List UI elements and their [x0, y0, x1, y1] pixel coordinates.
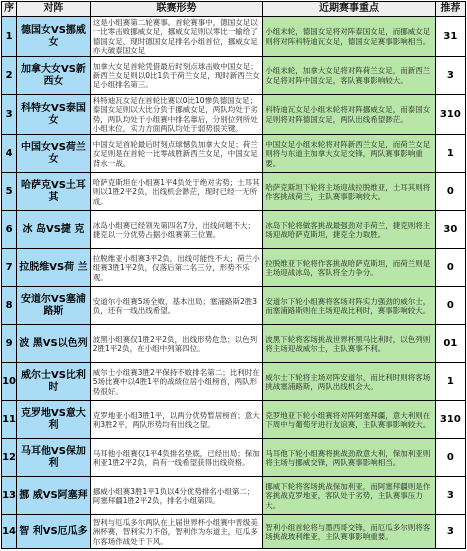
- match-name: 克罗地VS意大利: [17, 401, 91, 439]
- recent-focus: 威尔士下轮将主场对阵安道尔，而比利时则将客场挑战塞浦路斯，两队出线机会大。: [263, 363, 435, 401]
- recent-focus: 智利小组首轮将与墨西哥交锋，而厄瓜多尔则将客场挑战玻利维亚，主队赛事影响重要。: [263, 515, 435, 549]
- recent-focus: 小组末轮，加拿大女足将对阵荷兰女足，而新西兰女足将对阵中国女足，客队赛事影响较大。: [263, 57, 435, 95]
- row-number: 10: [2, 363, 17, 401]
- row-number: 14: [2, 515, 17, 549]
- match-name: 中国女VS荷兰女: [17, 135, 91, 173]
- recommendation: 3: [435, 477, 465, 515]
- recent-focus: 克罗地亚下轮小组赛将对阵阿塞拜疆，意大利则在下周中与葡萄牙进行友谊赛，主队赛事影响较大。: [263, 401, 435, 439]
- table-row: [2, 57, 466, 95]
- table-row: [2, 173, 466, 211]
- row-number: 2: [2, 57, 17, 95]
- league-form: 加拿大女足首轮凭借最后时刻点球击败中国女足；新西兰女足则以0比1负于荷兰女足，现时新西兰女足小组排名第三。: [90, 57, 262, 95]
- match-name: 加拿大女VS新西女: [17, 57, 91, 95]
- match-name: 智 利VS厄瓜多: [17, 515, 91, 549]
- league-form: 智利与厄瓜多尔两队在上届世界杯小组赛中晋级美洲杯赛，智利实力不俗，智利作为东道主，厄瓜多尔客场作战处于下风。: [90, 515, 262, 549]
- table-row: [2, 325, 466, 363]
- recommendation: 3: [435, 515, 465, 549]
- recommendation: 0: [435, 249, 465, 287]
- recommendation: 0: [435, 173, 465, 211]
- recent-focus: 安道尔下轮小组赛将客场对阵实力强劲的威尔士，而塞浦路斯则在主场迎战比利时，赛事影响较大。: [263, 287, 435, 325]
- league-form: 克罗地亚小组3胜1平，以两分优势暂居榜首；意大利3胜2平，两队形势均有出线之望。: [90, 401, 262, 439]
- match-name: 挪 威VS阿塞拜: [17, 477, 91, 515]
- table-row: [2, 477, 466, 515]
- match-name: 拉脱维VS荷 兰: [17, 249, 91, 287]
- table-row: [2, 211, 466, 249]
- league-form: 拉脱维亚小组赛3平2负，出线可能性不大；荷兰小组赛3胜1平2负，仅落后第二名三分，形势不乐观。: [90, 249, 262, 287]
- table-row: [2, 363, 466, 401]
- match-name: 马耳他VS保加利: [17, 439, 91, 477]
- match-name: 威尔士VS比利时: [17, 363, 91, 401]
- recommendation: 0: [435, 439, 465, 477]
- recent-focus: 哈萨克斯坦下轮将主场迎战拉脱维亚，土耳其则将作客挑战荷兰，主队赛事影响较大。: [263, 173, 435, 211]
- league-form: 挪威小组赛3胜1平1负以4分优势排名小组第二；阿塞拜疆1胜2平2负，排名小组第四。: [90, 477, 262, 515]
- recent-focus: 冰岛下轮将做客挑战最强劲对手荷兰，捷克则将主场迎战哈萨克斯坦，捷克全力取胜。: [263, 211, 435, 249]
- league-form: 马耳他小组赛仅1平4负排名垫底，已经出局；保加利亚1胜2平2负，尚有一线希望获得出线资格。: [90, 439, 262, 477]
- table-row: [2, 135, 466, 173]
- header-match: 对阵: [17, 2, 91, 17]
- recommendation-table: [1, 1, 466, 549]
- row-number: 5: [2, 173, 17, 211]
- table-row: [2, 249, 466, 287]
- recommendation: 3: [435, 57, 465, 95]
- match-name: 冰 岛VS捷 克: [17, 211, 91, 249]
- header-focus: 近期赛事重点: [263, 2, 435, 17]
- table-row: [2, 17, 466, 57]
- row-number: 13: [2, 477, 17, 515]
- league-form: 威尔士小组赛3胜2平保持不败排名第二；比利时在5场比赛中以4胜1平的战绩位居小组榜首，两队形势很好。: [90, 363, 262, 401]
- match-name: 哈萨克VS土耳其: [17, 173, 91, 211]
- recent-focus: 挪威下轮将客场挑战保加利亚，而阿塞拜疆则是作客挑战克罗地亚，客队处于劣势，主队赛事压力大。: [263, 477, 435, 515]
- recommendation: 310: [435, 401, 465, 439]
- league-form: 这是小组赛第二轮赛事。首轮赛事中，德国女足以一比零击败挪威女足，挪威女足则以零比一输给了德国女足，现时德国女足排名小组首位，挪威女足亦大破泰国女足: [90, 17, 262, 57]
- table-row: [2, 95, 466, 135]
- table-row: [2, 439, 466, 477]
- row-number: 8: [2, 287, 17, 325]
- match-name: 安道尔VS塞浦路斯: [17, 287, 91, 325]
- recommendation: 1: [435, 135, 465, 173]
- header-seq: 序: [2, 2, 17, 17]
- league-form: 波黑小组赛仅1胜2平2负，出线形势危急；以色列2胜1平2负，在小组中列第四位。: [90, 325, 262, 363]
- row-number: 9: [2, 325, 17, 363]
- league-form: 科特迪瓦女足在首轮比赛以0比10惨负德国女足；泰国女足则以大比分负于挪威女足，两队均处于劣势，两队均处于小组赛中排名靠后，分别位列所处小组末位，实力方面两队均处于弱势很关键。: [90, 95, 262, 135]
- recommendation: 01: [435, 325, 465, 363]
- row-number: 3: [2, 95, 17, 135]
- header-form: 联赛形势: [90, 2, 262, 17]
- recommendation: 310: [435, 95, 465, 135]
- recommendation: 1: [435, 363, 465, 401]
- league-form: 中国女足首轮最后时刻点球憾负加拿大女足；荷兰女足则是在首轮一比零战胜新西兰女足，中国女足背水一战。: [90, 135, 262, 173]
- recommendation: 0: [435, 287, 465, 325]
- row-number: 4: [2, 135, 17, 173]
- league-form: 安道尔小组赛5场全败，基本出局；塞浦路斯2胜3负，还有一线出线希望。: [90, 287, 262, 325]
- match-name: 波 黑VS以色列: [17, 325, 91, 363]
- match-name: 科特女VS泰国女: [17, 95, 91, 135]
- recent-focus: 波黑下轮将客场挑战世界杯黑马比利时，以色列则将主场迎战威尔士，主队赛事不利。: [263, 325, 435, 363]
- recent-focus: 小组末轮，德国女足将对阵泰国女足，而挪威女足则将对阵科特迪瓦女足，德国女足赛事影响相当。: [263, 17, 435, 57]
- row-number: 7: [2, 249, 17, 287]
- row-number: 12: [2, 439, 17, 477]
- row-number: 1: [2, 17, 17, 57]
- row-number: 6: [2, 211, 17, 249]
- table-row: [2, 401, 466, 439]
- league-form: 冰岛小组赛已经领先第四名7分，出线问题不大；捷克以一分优势占据小组赛第三位置。: [90, 211, 262, 249]
- header-row: [2, 2, 466, 17]
- recent-focus: 马耳他下轮小组赛将挑战劲敌意大利，保加利亚则将主场与挪威交锋，两队赛事影响相当。: [263, 439, 435, 477]
- table-row: [2, 515, 466, 549]
- recent-focus: 科特迪瓦女足小组末轮将对阵挪威女足，而泰国女足则将对阵德国女足，两队出线希望渺茫。: [263, 95, 435, 135]
- recent-focus: 拉脱维亚下轮将作客挑战哈萨克斯坦，而荷兰则是主场迎战冰岛，客队将全力争分。: [263, 249, 435, 287]
- league-form: 哈萨克斯坦在小组赛1平4负处于绝对劣势；土耳其则以1胜2平2负，出线机会渺茫，现时已经一无所成。: [90, 173, 262, 211]
- header-recommend: 推荐: [435, 2, 465, 17]
- recent-focus: 中国女足小组末轮将对阵新西兰女足，而荷兰女足则将与东道主加拿大女足交锋，两队赛事影响重要。: [263, 135, 435, 173]
- recommendation: 30: [435, 211, 465, 249]
- table-row: [2, 287, 466, 325]
- match-name: 德国女VS挪威女: [17, 17, 91, 57]
- row-number: 11: [2, 401, 17, 439]
- recommendation: 31: [435, 17, 465, 57]
